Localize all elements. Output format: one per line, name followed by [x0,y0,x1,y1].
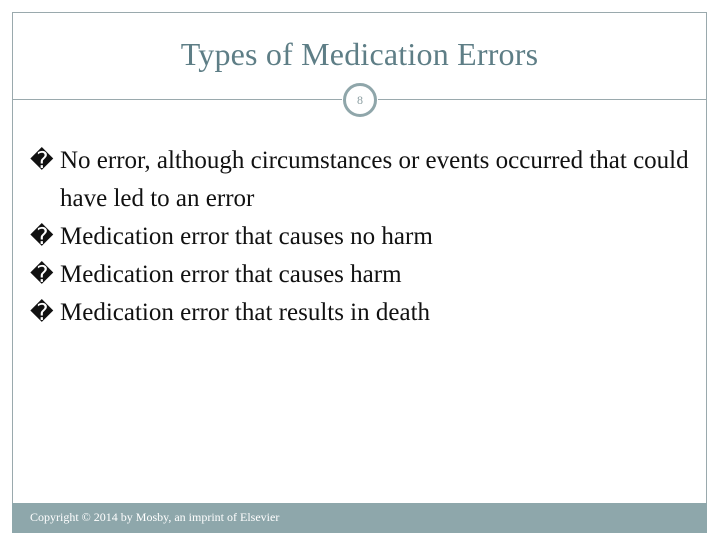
bullet-list [30,142,690,332]
bullet-item [30,294,690,332]
bullet-text: No error, although circumstances or events occurred that could have led to an error [60,147,689,212]
bullet-text: Medication error that causes harm [60,261,402,288]
slide-title: Types of Medication Errors [180,36,539,72]
title-divider-right [378,99,707,100]
bullet-item [30,256,690,294]
bullet-item [30,142,690,218]
title-divider-left [12,99,342,100]
bullet-icon: � [30,262,54,288]
bullet-text: Medication error that causes no harm [60,223,433,250]
bullet-text: Medication error that results in death [60,299,431,326]
bullet-item [30,218,690,256]
slide-number-badge: 8 [343,83,377,117]
copyright-footer: Copyright © 2014 by Mosby, an imprint of Elsevier [30,510,280,524]
bullet-icon: � [30,148,54,174]
bullet-icon: � [30,300,54,326]
bullet-icon: � [30,224,54,250]
